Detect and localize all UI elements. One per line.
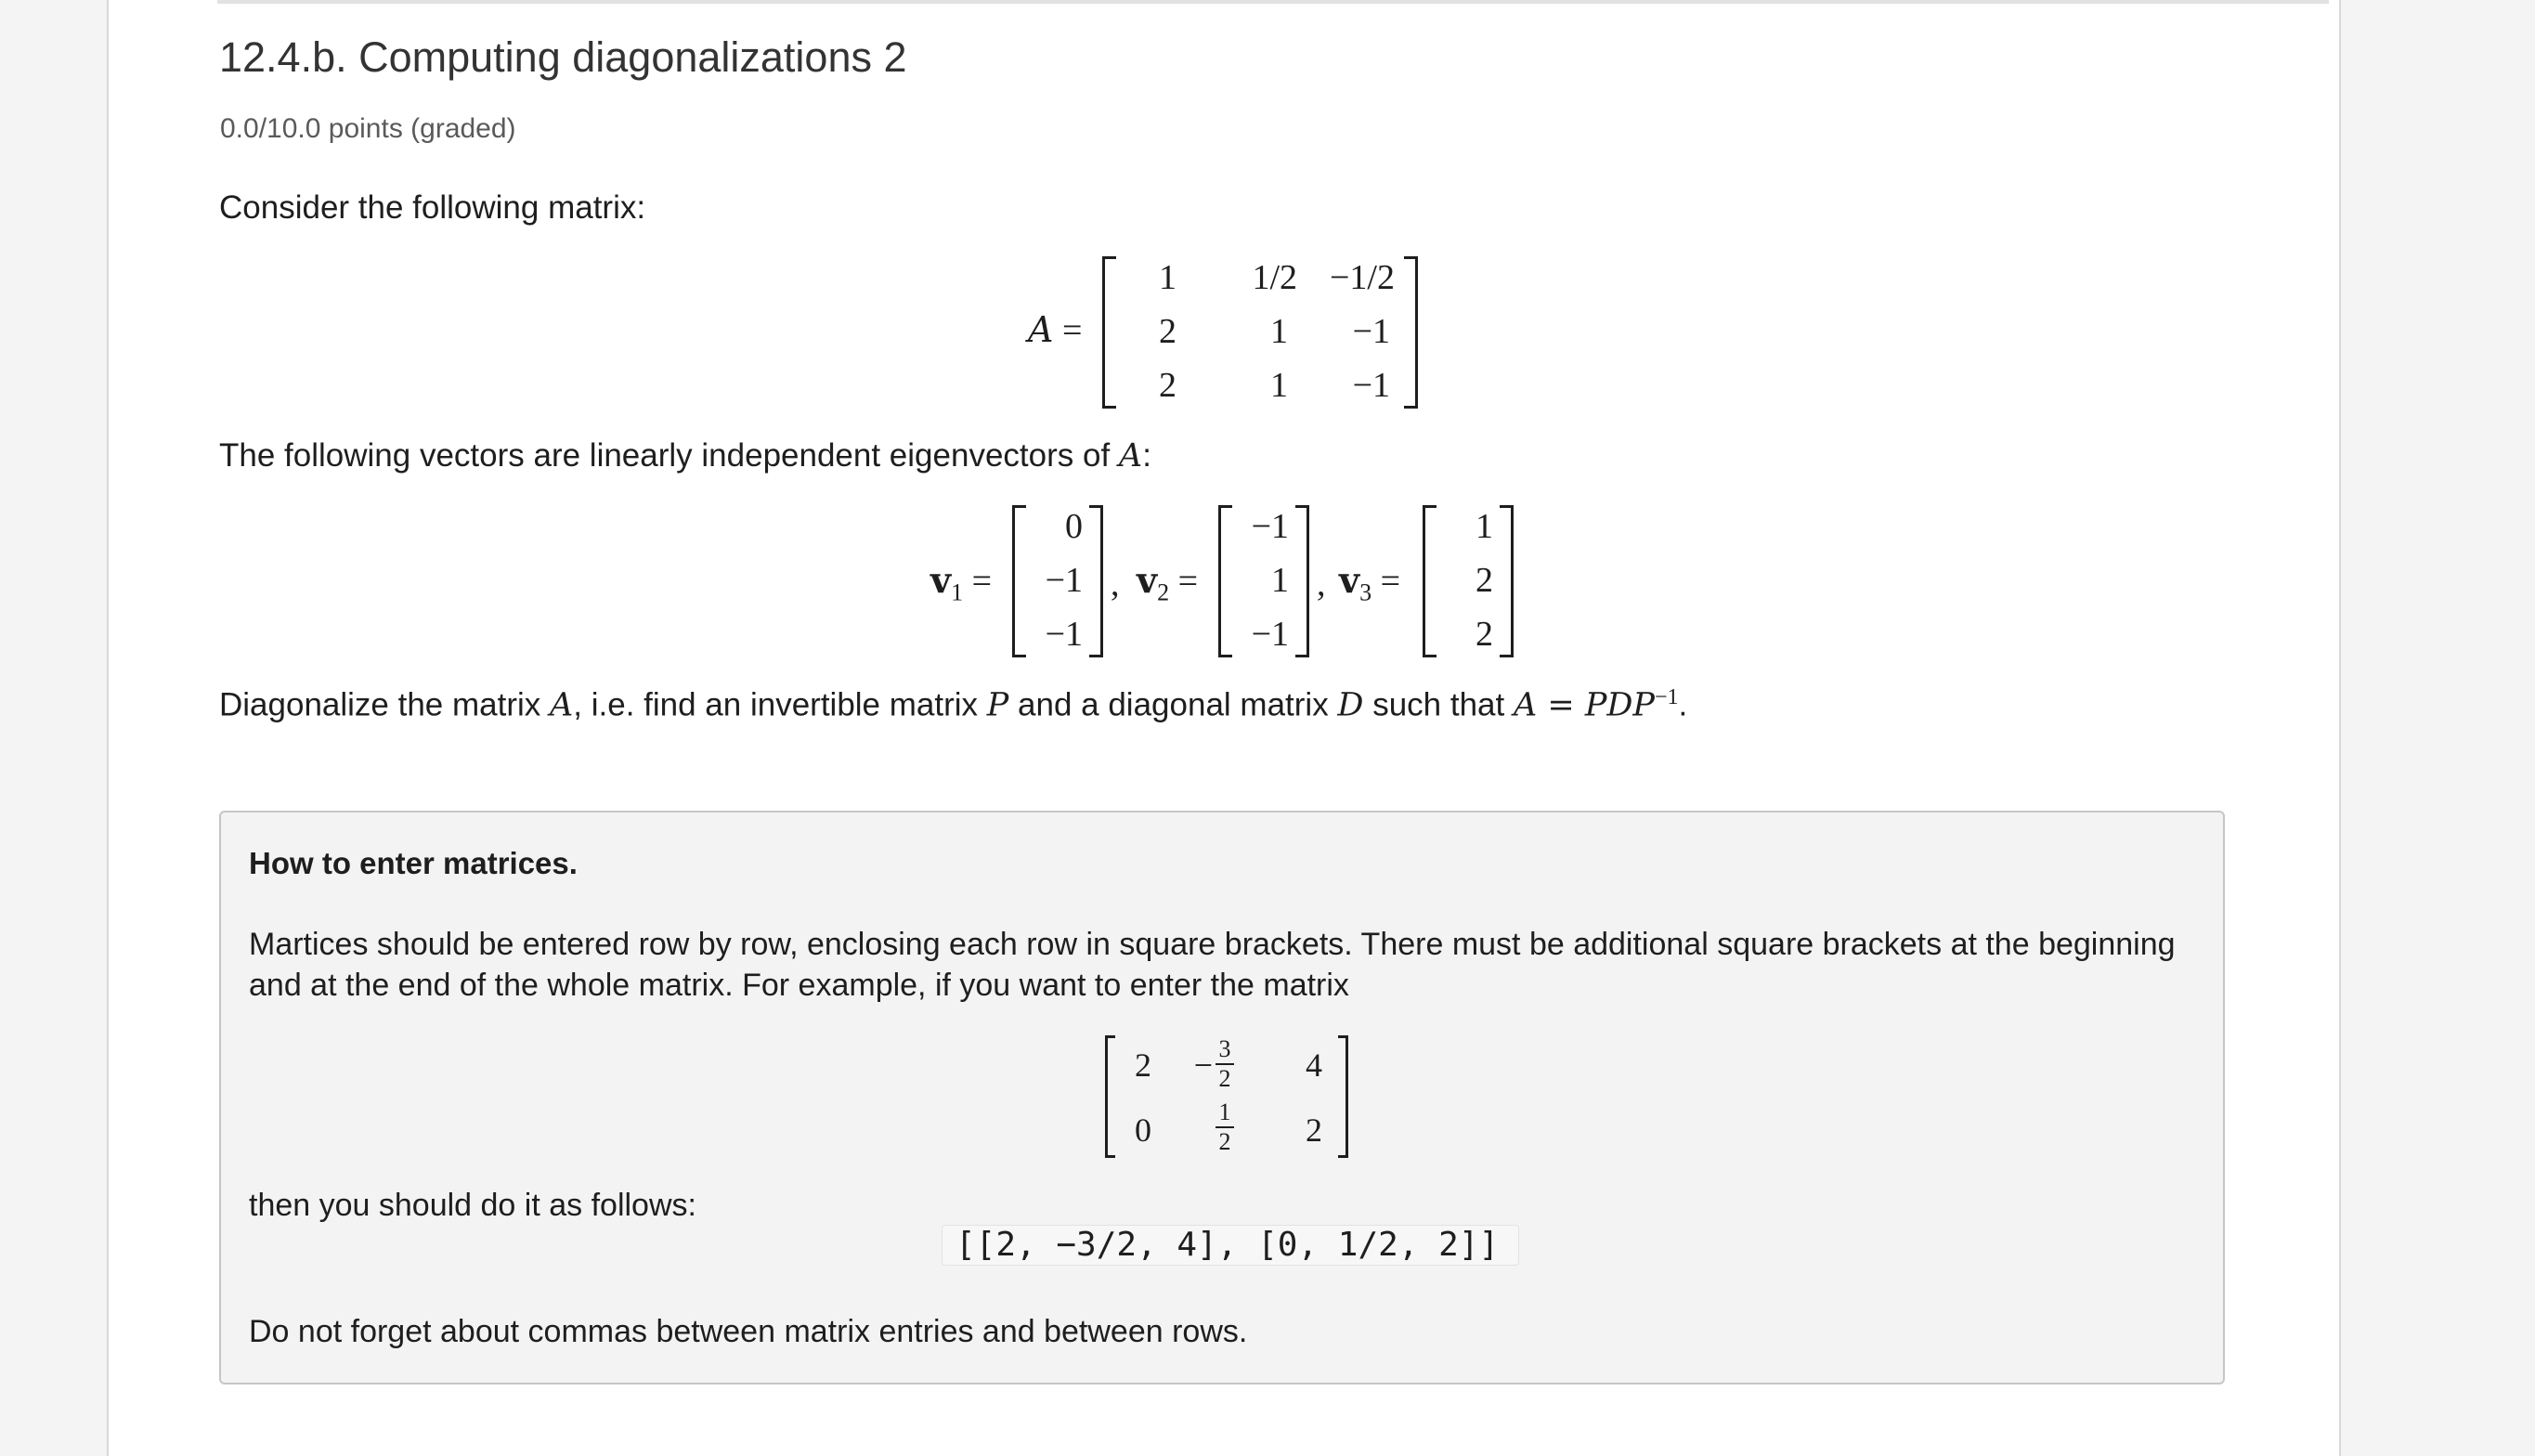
example-frac-num: 1 [1218, 1098, 1231, 1125]
example-cell: 2 [1306, 1112, 1322, 1149]
vector-comma: , [1111, 565, 1120, 604]
example-frac-den: 2 [1218, 1128, 1231, 1155]
eigenvectors-equation [930, 505, 1525, 652]
vector-2-label: $v_2$ = [1137, 559, 1199, 606]
diagonalize-text: Diagonalize the matrix A, i.e. find an invertible matrix P and a diagonal matrix D such that $A = PDP^{-1}$. [219, 685, 1688, 724]
vector-1-entry: −1 [1045, 615, 1083, 654]
vector-3 [1423, 505, 1514, 652]
matrix-a-cell: −1 [1352, 366, 1390, 405]
matrix-a-cell: −1 [1352, 312, 1390, 351]
matrix-a-cell: 1 [1270, 312, 1288, 351]
matrix-a-cell: 1 [1159, 258, 1176, 297]
matrix-a-cell: 1/2 [1252, 258, 1297, 297]
matrix-a-cell: −1/2 [1330, 258, 1395, 297]
example-code: [[2, −3/2, 4], [0, 1/2, 2]] [942, 1225, 1519, 1266]
vector-3-entry: 2 [1476, 615, 1493, 654]
matrix-a-cell: 2 [1159, 312, 1176, 351]
vector-3-label: $v_3$ = [1339, 559, 1401, 606]
vector-1 [1012, 505, 1103, 652]
vector-1-entry: −1 [1045, 561, 1083, 600]
points-status: 0.0/10.0 points (graded) [220, 113, 516, 144]
example-cell-sign: − [1193, 1046, 1213, 1084]
example-frac-den: 2 [1218, 1065, 1231, 1092]
example-matrix [1105, 1035, 1348, 1155]
matrix-entry-help-box [219, 811, 2225, 1384]
help-body: Martices should be entered row by row, enclosing each row in square brackets. There must be additional square brackets at the beginning and at the end of the whole matrix. For example, if you want to enter the matrix [249, 927, 2176, 1003]
matrix-a-cell: 1 [1270, 366, 1288, 405]
vector-2-entry: −1 [1251, 615, 1289, 654]
right-bracket [1338, 1035, 1348, 1158]
right-bracket [1404, 256, 1418, 409]
eigenvectors-text: The following vectors are linearly independent eigenvectors of A: [219, 437, 1151, 474]
example-cell: 2 [1135, 1046, 1151, 1084]
help-end-text: Do not forget about commas between matrix entries and between rows. [249, 1314, 1248, 1349]
intro-text: Consider the following matrix: [219, 189, 646, 226]
left-bracket [1105, 1035, 1115, 1158]
right-bracket [1500, 505, 1514, 657]
matrix-a-label: A = [1028, 309, 1083, 350]
help-title: How to enter matrices. [249, 846, 578, 880]
problem-title: 12.4.b. Computing diagonalizations 2 [219, 33, 907, 81]
vector-2-entry: 1 [1271, 561, 1289, 600]
right-bracket [1295, 505, 1309, 657]
vector-1-entry: 0 [1065, 507, 1083, 546]
vector-3-entry: 2 [1476, 561, 1493, 600]
matrix-a-body [1102, 256, 1418, 403]
vector-2 [1218, 505, 1309, 652]
example-cell: 4 [1306, 1046, 1322, 1084]
vector-3-entry: 1 [1476, 507, 1493, 546]
example-frac-num: 3 [1218, 1035, 1231, 1062]
right-bracket [1089, 505, 1103, 657]
help-follow-text: then you should do it as follows: [249, 1188, 696, 1223]
matrix-a-equation [1028, 256, 1418, 403]
vector-1-label: $v_1$ = [930, 559, 993, 606]
example-cell: 0 [1135, 1112, 1151, 1149]
matrix-a-cell: 2 [1159, 366, 1176, 405]
left-bracket [1102, 256, 1116, 409]
top-divider [217, 0, 2329, 4]
vector-comma: , [1317, 565, 1326, 604]
vector-2-entry: −1 [1251, 507, 1289, 546]
